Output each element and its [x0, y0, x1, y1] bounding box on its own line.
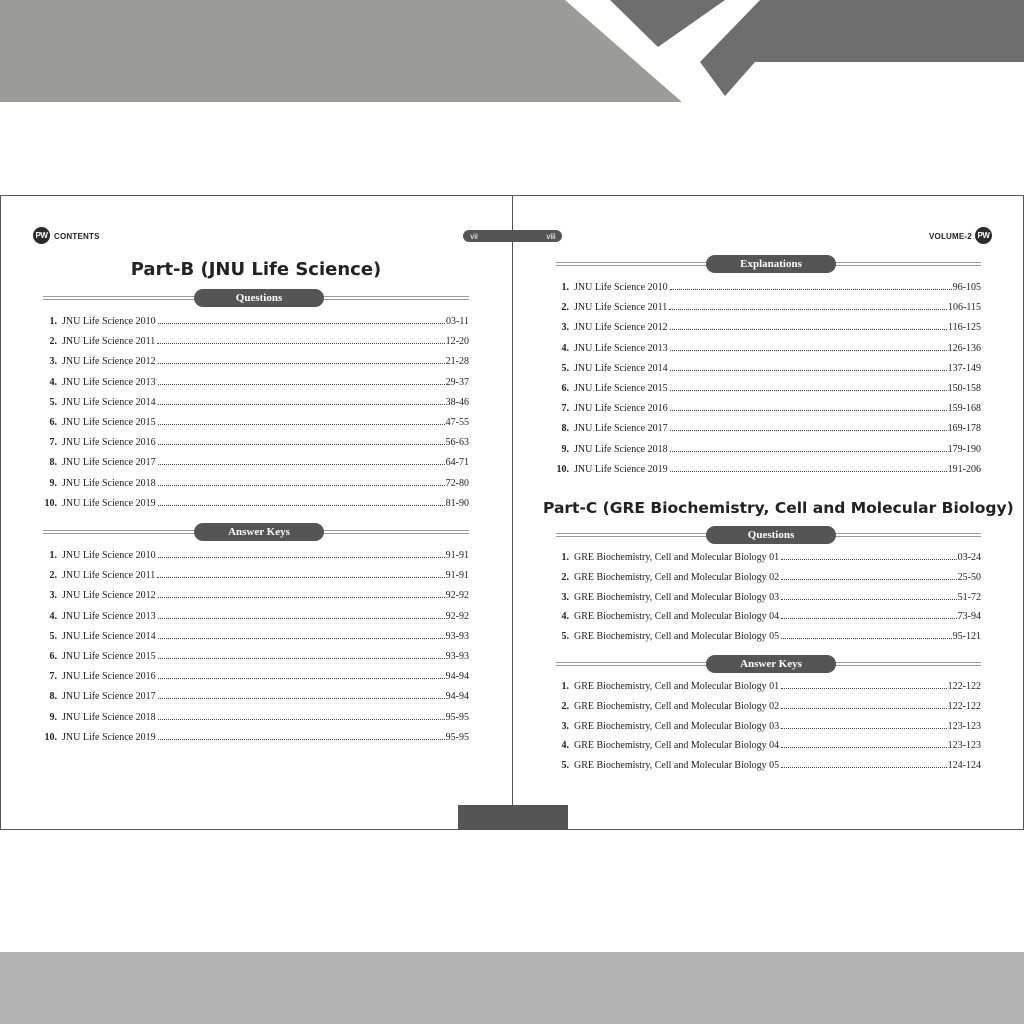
banner-dark-triangle	[610, 0, 725, 47]
toc-entry-pages: 122-122	[947, 700, 981, 712]
toc-dot-leader	[670, 289, 952, 290]
toc-entry-title: GRE Biochemistry, Cell and Molecular Biology 04	[574, 611, 780, 623]
toc-dot-leader	[670, 410, 947, 411]
toc-entry-number: 4.	[49, 376, 57, 388]
toc-entry-title: JNU Life Science 2011	[62, 570, 156, 582]
toc-entry-pages: 12-20	[445, 336, 469, 348]
toc-entry	[35, 356, 469, 376]
toc-entry-pages: 47-55	[445, 416, 469, 428]
toc-dot-leader	[158, 384, 445, 385]
toc-entry	[547, 552, 981, 572]
toc-entry-pages: 106-115	[948, 302, 981, 314]
toc-entry-title: JNU Life Science 2019	[62, 497, 156, 509]
toc-entry-pages: 94-94	[445, 671, 469, 683]
toc-entry	[547, 631, 981, 651]
toc-entry-number: 6.	[49, 416, 57, 428]
toc-list-answer-keys	[547, 681, 981, 780]
section-header-explanations	[556, 255, 981, 273]
section-heading: Questions	[194, 289, 324, 307]
toc-entry-pages: 116-125	[948, 322, 981, 334]
toc-entry-title: JNU Life Science 2011	[574, 302, 668, 314]
right-page	[513, 196, 1023, 829]
toc-entry-pages: 191-206	[947, 463, 981, 475]
toc-entry	[547, 572, 981, 592]
toc-entry-pages: 94-94	[445, 691, 469, 703]
toc-dot-leader	[781, 638, 952, 639]
toc-entry	[547, 701, 981, 721]
toc-entry-pages: 150-158	[947, 382, 981, 394]
toc-entry	[35, 316, 469, 336]
toc-entry-title: JNU Life Science 2015	[62, 650, 156, 662]
toc-dot-leader	[158, 719, 445, 720]
toc-entry-title: JNU Life Science 2015	[62, 416, 156, 428]
toc-entry-pages: 95-95	[445, 731, 469, 743]
toc-entry-number: 1.	[49, 316, 57, 327]
toc-entry	[35, 570, 469, 590]
toc-entry-pages: 38-46	[445, 396, 469, 408]
running-head-volume: VOLUME-2	[929, 232, 972, 241]
toc-entry-number: 5.	[49, 630, 57, 642]
toc-entry-pages: 93-93	[445, 630, 469, 642]
toc-entry-title: GRE Biochemistry, Cell and Molecular Biology 05	[574, 760, 780, 772]
toc-dot-leader	[157, 577, 444, 578]
toc-dot-leader	[158, 557, 445, 558]
toc-entry	[35, 651, 469, 671]
toc-dot-leader	[158, 404, 445, 405]
toc-entry-number: 5.	[561, 760, 569, 772]
banner-light-shape	[0, 0, 682, 102]
toc-entry	[35, 691, 469, 711]
toc-dot-leader	[781, 688, 947, 689]
toc-entry-title: JNU Life Science 2011	[62, 336, 156, 348]
toc-entry-title: JNU Life Science 2017	[62, 457, 156, 469]
toc-entry-pages: 91-91	[445, 550, 469, 561]
toc-entry-number: 1.	[561, 681, 569, 692]
toc-entry-title: GRE Biochemistry, Cell and Molecular Biology 03	[574, 720, 780, 732]
publisher-logo: PW	[975, 227, 992, 244]
toc-entry-number: 2.	[49, 336, 57, 348]
toc-entry	[35, 437, 469, 457]
toc-dot-leader	[158, 485, 445, 486]
toc-entry-pages: 179-190	[947, 443, 981, 455]
toc-dot-leader	[670, 451, 947, 452]
toc-entry	[35, 712, 469, 732]
toc-dot-leader	[157, 343, 444, 344]
toc-entry-pages: 72-80	[445, 477, 469, 489]
toc-entry-number: 8.	[561, 423, 569, 435]
toc-entry-number: 5.	[561, 362, 569, 374]
toc-entry	[547, 282, 981, 302]
section-heading: Answer Keys	[706, 655, 836, 673]
toc-dot-leader	[669, 309, 947, 310]
toc-entry-title: GRE Biochemistry, Cell and Molecular Biology 02	[574, 571, 780, 583]
toc-entry-title: JNU Life Science 2017	[62, 691, 156, 703]
toc-entry-number: 7.	[49, 671, 57, 683]
toc-entry-number: 3.	[49, 356, 57, 368]
toc-entry	[547, 740, 981, 760]
toc-entry	[547, 721, 981, 741]
toc-entry-pages: 73-94	[957, 611, 981, 623]
toc-entry-number: 9.	[49, 711, 57, 723]
toc-list-questions	[547, 552, 981, 651]
toc-dot-leader	[158, 739, 445, 740]
toc-entry-pages: 64-71	[445, 457, 469, 469]
toc-entry-number: 1.	[561, 282, 569, 293]
toc-entry-number: 3.	[561, 322, 569, 334]
toc-entry-title: JNU Life Science 2014	[574, 362, 668, 374]
toc-entry	[547, 363, 981, 383]
toc-entry-pages: 96-105	[952, 282, 981, 293]
toc-entry-pages: 51-72	[957, 591, 981, 603]
toc-entry-pages: 92-92	[445, 590, 469, 602]
toc-entry-number: 9.	[49, 477, 57, 489]
toc-entry-title: JNU Life Science 2012	[62, 590, 156, 602]
toc-entry-pages: 159-168	[947, 403, 981, 415]
toc-dot-leader	[158, 363, 445, 364]
toc-entry-title: JNU Life Science 2018	[574, 443, 668, 455]
toc-list-explanations	[547, 282, 981, 484]
toc-dot-leader	[158, 424, 445, 425]
toc-entry	[547, 403, 981, 423]
banner-dark-wedge	[700, 62, 755, 96]
toc-entry-pages: 137-149	[947, 362, 981, 374]
toc-entry	[35, 631, 469, 651]
toc-entry-title: GRE Biochemistry, Cell and Molecular Biology 04	[574, 740, 780, 752]
toc-entry-pages: 21-28	[445, 356, 469, 368]
toc-dot-leader	[781, 599, 957, 600]
section-header-questions	[556, 526, 981, 544]
page-footer-tab	[513, 805, 568, 829]
running-head-contents: CONTENTS	[54, 232, 100, 241]
toc-entry-number: 7.	[49, 437, 57, 449]
toc-entry-title: JNU Life Science 2019	[574, 463, 668, 475]
toc-entry	[35, 732, 469, 752]
toc-entry-title: GRE Biochemistry, Cell and Molecular Biology 02	[574, 700, 780, 712]
toc-entry-number: 5.	[49, 396, 57, 408]
toc-entry-pages: 25-50	[957, 571, 981, 583]
toc-entry-pages: 91-91	[445, 570, 469, 582]
toc-entry-title: JNU Life Science 2018	[62, 477, 156, 489]
toc-dot-leader	[158, 505, 445, 506]
toc-entry-title: JNU Life Science 2010	[574, 282, 668, 293]
toc-entry	[547, 464, 981, 484]
toc-entry	[547, 444, 981, 464]
toc-entry-title: JNU Life Science 2013	[62, 610, 156, 622]
toc-dot-leader	[670, 471, 947, 472]
toc-dot-leader	[158, 658, 445, 659]
toc-dot-leader	[670, 350, 947, 351]
toc-entry-number: 3.	[561, 591, 569, 603]
toc-dot-leader	[670, 370, 947, 371]
toc-entry	[547, 343, 981, 363]
publisher-logo: PW	[33, 227, 50, 244]
toc-dot-leader	[158, 444, 445, 445]
toc-entry	[35, 397, 469, 417]
toc-entry-pages: 122-122	[947, 681, 981, 692]
toc-entry-title: JNU Life Science 2017	[574, 423, 668, 435]
toc-dot-leader	[781, 618, 957, 619]
toc-entry-number: 4.	[49, 610, 57, 622]
toc-entry-number: 8.	[49, 457, 57, 469]
toc-entry-pages: 126-136	[947, 342, 981, 354]
toc-entry-title: GRE Biochemistry, Cell and Molecular Biology 01	[574, 552, 780, 563]
toc-entry-pages: 124-124	[947, 760, 981, 772]
toc-entry-title: JNU Life Science 2016	[62, 671, 156, 683]
toc-entry-title: GRE Biochemistry, Cell and Molecular Biology 05	[574, 631, 780, 643]
toc-entry	[547, 592, 981, 612]
toc-entry-number: 10.	[556, 463, 569, 475]
toc-entry-title: JNU Life Science 2014	[62, 630, 156, 642]
toc-entry-title: JNU Life Science 2014	[62, 396, 156, 408]
page-number-left: vii	[463, 230, 485, 242]
toc-entry-number: 10.	[44, 497, 57, 509]
section-heading: Questions	[706, 526, 836, 544]
toc-entry-number: 3.	[49, 590, 57, 602]
toc-dot-leader	[781, 708, 947, 709]
section-heading: Explanations	[706, 255, 836, 273]
toc-entry	[547, 681, 981, 701]
top-banner	[0, 0, 1024, 110]
toc-entry-title: JNU Life Science 2015	[574, 382, 668, 394]
toc-entry-number: 3.	[561, 720, 569, 732]
section-header-questions	[43, 289, 469, 307]
toc-dot-leader	[781, 559, 957, 560]
toc-dot-leader	[158, 464, 445, 465]
toc-entry-pages: 123-123	[947, 740, 981, 752]
toc-entry	[35, 590, 469, 610]
toc-entry	[547, 423, 981, 443]
toc-entry-title: JNU Life Science 2013	[62, 376, 156, 388]
toc-entry-pages: 56-63	[445, 437, 469, 449]
book-spread	[0, 195, 1024, 830]
section-heading: Answer Keys	[194, 523, 324, 541]
toc-entry-number: 2.	[561, 700, 569, 712]
toc-dot-leader	[670, 390, 947, 391]
toc-entry-number: 2.	[561, 571, 569, 583]
toc-entry-pages: 169-178	[947, 423, 981, 435]
toc-dot-leader	[158, 638, 445, 639]
toc-entry	[547, 760, 981, 780]
toc-entry-title: JNU Life Science 2012	[62, 356, 156, 368]
toc-dot-leader	[158, 323, 445, 324]
toc-entry-number: 2.	[49, 570, 57, 582]
toc-entry	[35, 611, 469, 631]
toc-entry-number: 10.	[44, 731, 57, 743]
toc-dot-leader	[158, 698, 445, 699]
part-title: Part-B (JNU Life Science)	[130, 259, 382, 280]
toc-entry	[35, 671, 469, 691]
toc-dot-leader	[781, 747, 947, 748]
toc-entry-title: JNU Life Science 2016	[574, 403, 668, 415]
toc-entry-title: JNU Life Science 2016	[62, 437, 156, 449]
toc-entry	[547, 302, 981, 322]
toc-entry-number: 4.	[561, 611, 569, 623]
toc-entry-number: 7.	[561, 403, 569, 415]
toc-entry	[35, 550, 469, 570]
toc-dot-leader	[781, 767, 947, 768]
toc-entry-title: JNU Life Science 2013	[574, 342, 668, 354]
page-number-right: viii	[540, 230, 562, 242]
toc-entry-title: GRE Biochemistry, Cell and Molecular Biology 03	[574, 591, 780, 603]
toc-entry-title: JNU Life Science 2010	[62, 316, 156, 327]
toc-list-answer-keys	[35, 550, 469, 752]
toc-entry	[35, 478, 469, 498]
toc-entry-title: JNU Life Science 2010	[62, 550, 156, 561]
toc-entry-pages: 93-93	[445, 650, 469, 662]
banner-dark-shape	[700, 0, 1024, 62]
toc-entry-title: JNU Life Science 2019	[62, 731, 156, 743]
toc-entry-pages: 03-24	[957, 552, 981, 563]
toc-entry-number: 4.	[561, 342, 569, 354]
toc-entry-number: 1.	[561, 552, 569, 563]
toc-entry-number: 6.	[49, 650, 57, 662]
toc-entry-pages: 95-121	[952, 631, 981, 643]
page-number-connector	[479, 230, 512, 242]
toc-entry-number: 4.	[561, 740, 569, 752]
toc-entry	[35, 498, 469, 518]
toc-entry-pages: 92-92	[445, 610, 469, 622]
toc-entry	[547, 611, 981, 631]
section-header-answer-keys	[556, 655, 981, 673]
toc-entry	[547, 322, 981, 342]
toc-dot-leader	[158, 678, 445, 679]
toc-entry	[547, 383, 981, 403]
page-footer-tab	[458, 805, 512, 829]
left-page	[1, 196, 512, 829]
toc-dot-leader	[670, 329, 947, 330]
toc-entry-pages: 03-11	[446, 316, 469, 327]
toc-entry	[35, 336, 469, 356]
toc-entry-number: 1.	[49, 550, 57, 561]
toc-entry	[35, 457, 469, 477]
toc-entry-number: 8.	[49, 691, 57, 703]
toc-entry-number: 6.	[561, 382, 569, 394]
toc-dot-leader	[781, 728, 947, 729]
toc-entry-pages: 95-95	[445, 711, 469, 723]
toc-list-questions	[35, 316, 469, 518]
toc-dot-leader	[158, 618, 445, 619]
toc-entry-title: GRE Biochemistry, Cell and Molecular Biology 01	[574, 681, 780, 692]
toc-entry	[35, 417, 469, 437]
toc-entry	[35, 377, 469, 397]
toc-entry-pages: 29-37	[445, 376, 469, 388]
toc-dot-leader	[158, 597, 445, 598]
toc-dot-leader	[781, 579, 957, 580]
toc-entry-pages: 81-90	[445, 497, 469, 509]
toc-entry-number: 9.	[561, 443, 569, 455]
bottom-band	[0, 952, 1024, 1024]
section-header-answer-keys	[43, 523, 469, 541]
toc-dot-leader	[670, 430, 947, 431]
toc-entry-title: JNU Life Science 2012	[574, 322, 668, 334]
toc-entry-number: 5.	[561, 631, 569, 643]
toc-entry-number: 2.	[561, 302, 569, 314]
toc-entry-title: JNU Life Science 2018	[62, 711, 156, 723]
toc-entry-pages: 123-123	[947, 720, 981, 732]
part-title: Part-C (GRE Biochemistry, Cell and Molecular Biology)	[543, 499, 1014, 517]
